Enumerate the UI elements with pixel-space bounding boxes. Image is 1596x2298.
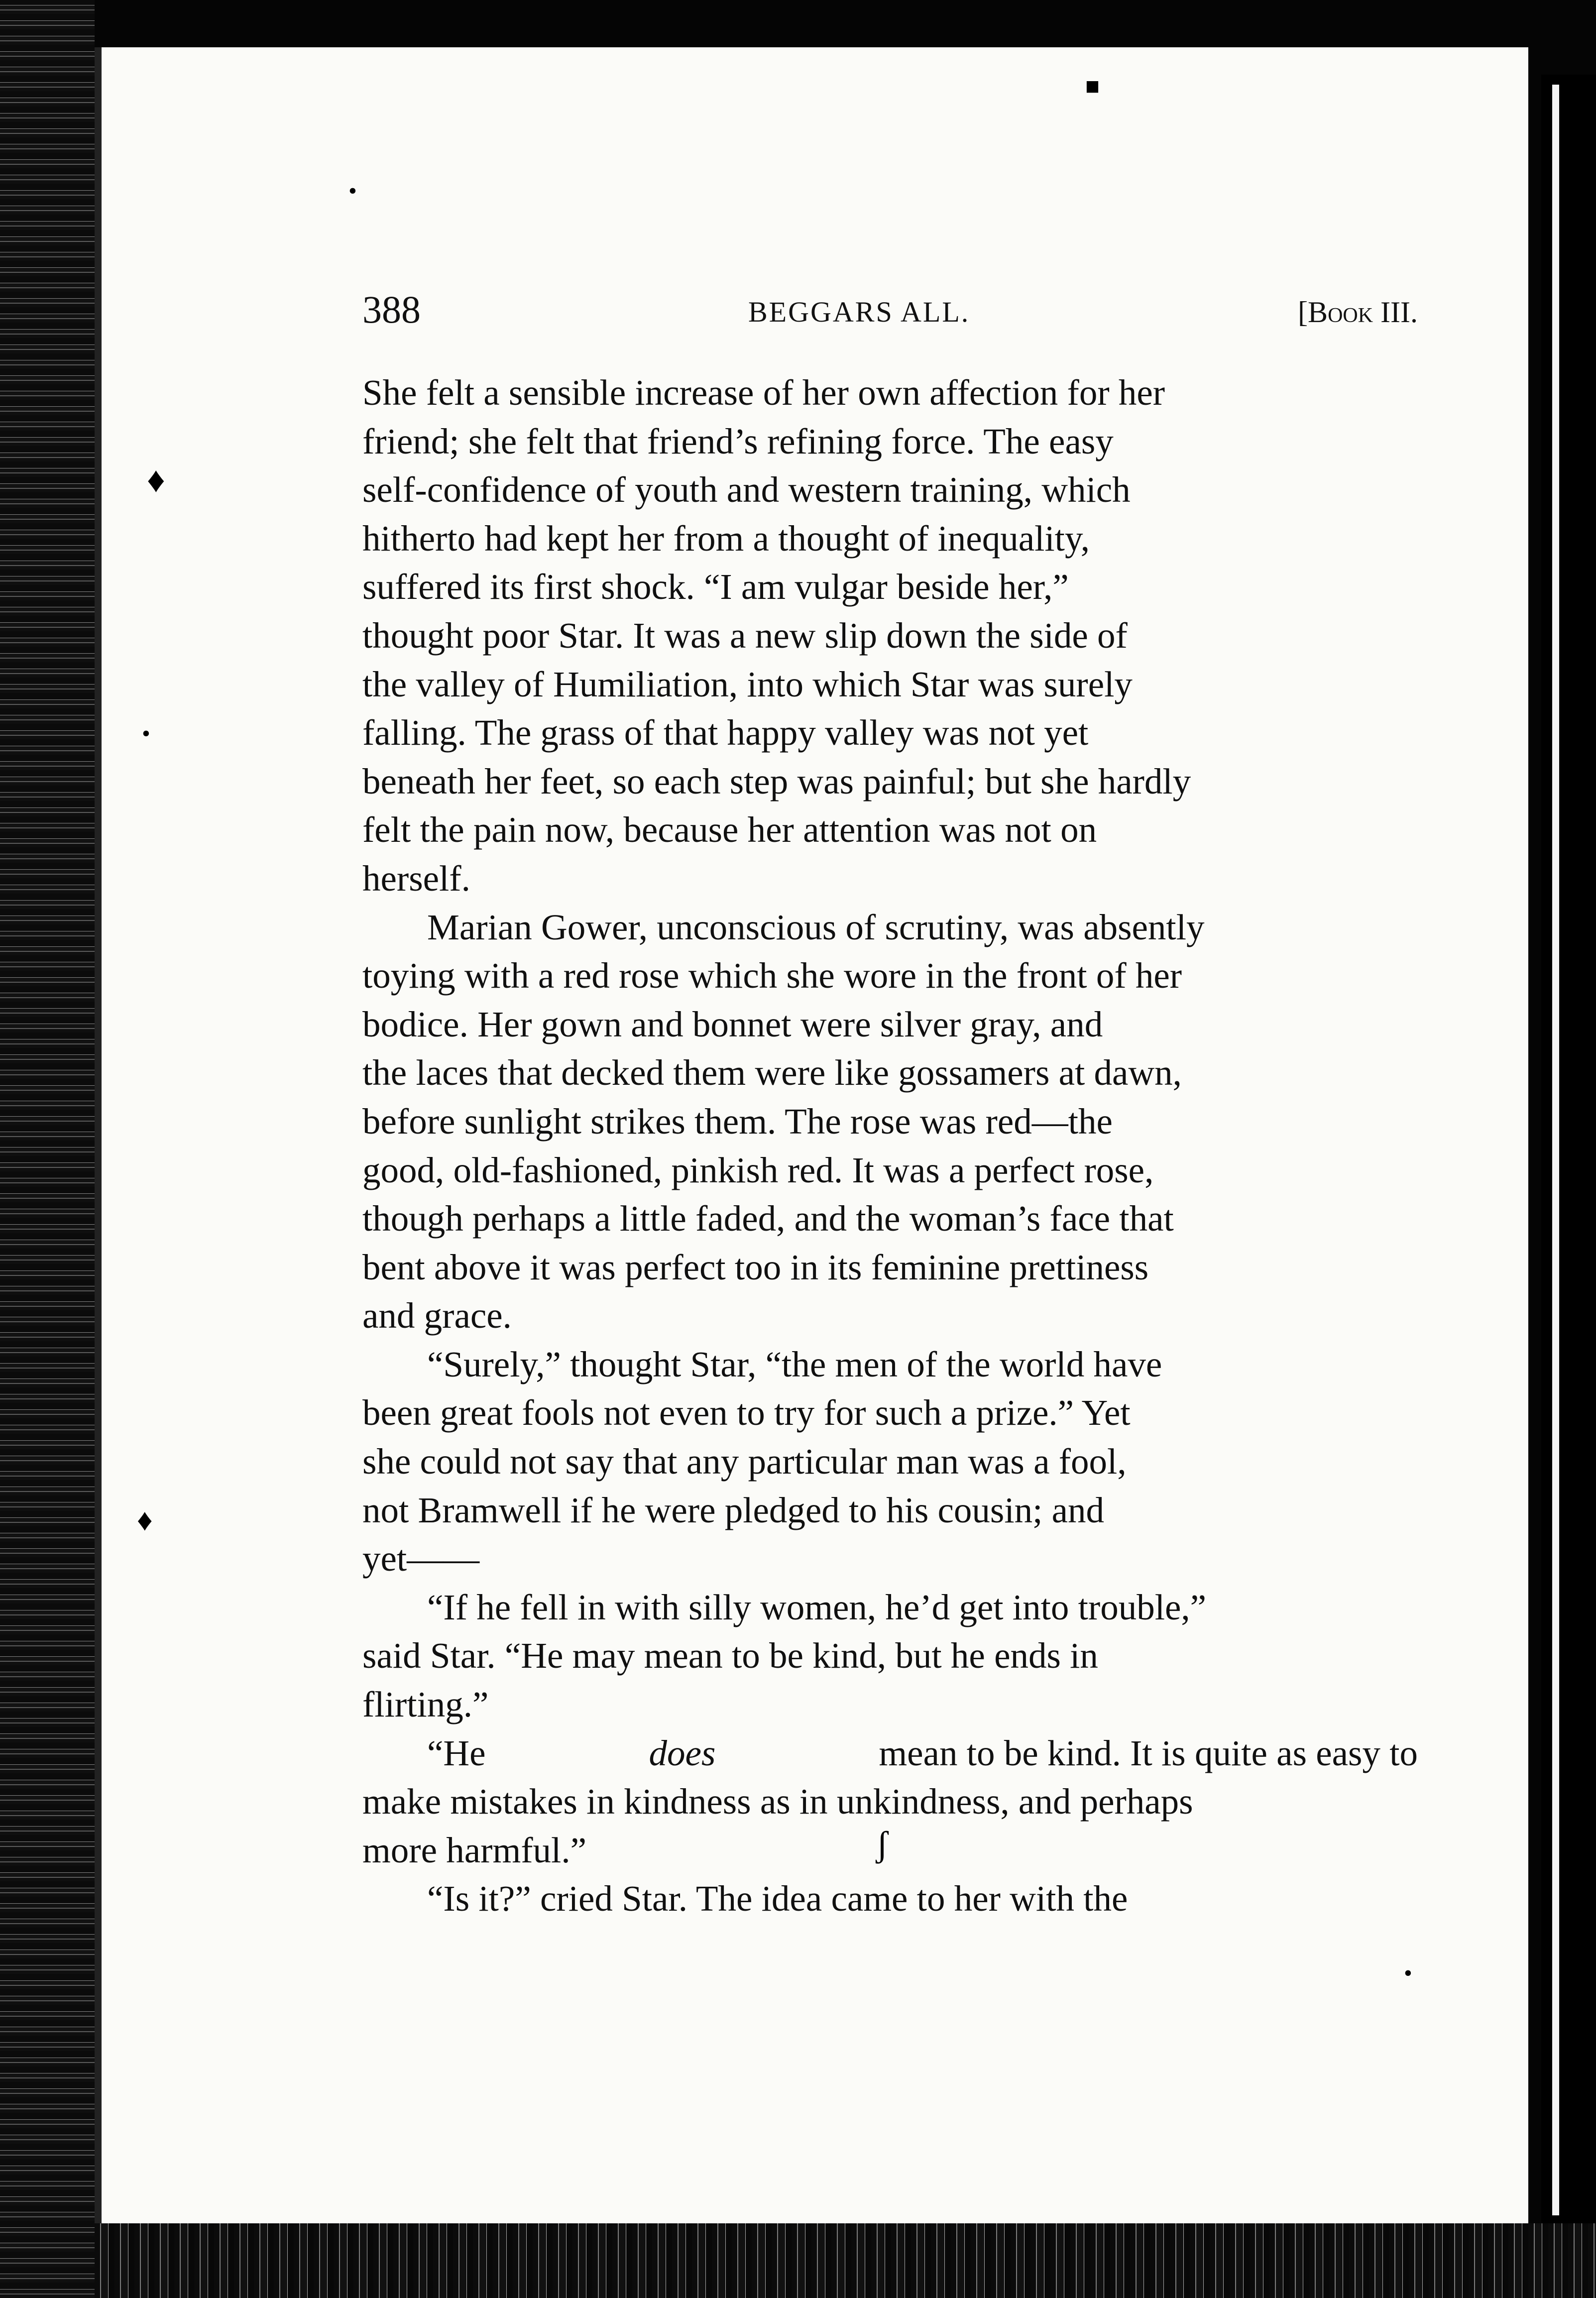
text-line: the valley of Humiliation, into which Star was surely [362, 664, 1133, 704]
page-number: 388 [362, 288, 421, 331]
paragraph-first-line: “He does mean to be kind. It is quite as easy to [427, 1732, 1418, 1773]
text-line: toying with a red rose which she wore in the front of her [362, 955, 1182, 996]
text-line: friend; she felt that friend’s refining force. The easy [362, 421, 1114, 461]
book-label: [Book III. [1298, 296, 1418, 329]
text-line: before sunlight strikes them. The rose was red—the [362, 1101, 1113, 1142]
text-line: bodice. Her gown and bonnet were silver gray, and [362, 1004, 1103, 1044]
text-line: flirting.” [362, 1684, 489, 1725]
text-line: yet—— [362, 1538, 480, 1579]
ink-spot-icon: • [142, 720, 150, 747]
paragraph-first-line: Marian Gower, unconscious of scrutiny, was absently [427, 907, 1205, 947]
text-line: suffered its first shock. “I am vulgar beside her,” [362, 567, 1069, 607]
paragraph-first-line: “Surely,” thought Star, “the men of the world have [427, 1344, 1162, 1384]
text-line: though perhaps a little faded, and the woman’s face that [362, 1198, 1174, 1239]
text-line: self-confidence of youth and western training, which [362, 469, 1131, 510]
text-line: herself. [362, 858, 470, 899]
paragraph-first-line: “Is it?” cried Star. The idea came to her with the [427, 1878, 1128, 1919]
ink-spot-icon: ■ [1085, 73, 1100, 100]
ink-spot-icon: ♦ [137, 1503, 153, 1537]
book-text [362, 368, 1418, 1923]
text-line: thought poor Star. It was a new slip down the side of [362, 615, 1128, 656]
running-title: BEGGARS ALL. [748, 296, 970, 328]
text-line: falling. The grass of that happy valley was not yet [362, 712, 1089, 753]
ink-spot-icon: • [348, 178, 357, 204]
paragraph-first-line: “If he fell in with silly women, he’d get into trouble,” [427, 1587, 1207, 1627]
text-line: said Star. “He may mean to be kind, but he ends in [362, 1635, 1098, 1676]
text-line: good, old-fashioned, pinkish red. It was a perfect rose, [362, 1149, 1154, 1190]
text-line: hitherto had kept her from a thought of inequality, [362, 518, 1090, 559]
stray-mark-icon: ʃ [876, 1824, 888, 1864]
text-line: and grace. [362, 1295, 512, 1336]
scanner-edge-noise [0, 0, 95, 2298]
bottom-scan-noise [95, 2223, 1596, 2298]
text-line: make mistakes in kindness as in unkindness, and perhaps [362, 1781, 1193, 1822]
text-line: felt the pain now, because her attention was not on [362, 809, 1097, 850]
text-line: beneath her feet, so each step was painful; but she hardly [362, 761, 1191, 802]
text-line: She felt a sensible increase of her own affection for her [362, 372, 1165, 413]
text-line: been great fools not even to try for such a prize.” Yet [362, 1392, 1131, 1433]
text-line: more harmful.” [362, 1830, 586, 1870]
ink-spot-icon: • [1404, 1960, 1412, 1986]
text-line: not Bramwell if he were pledged to his cousin; and [362, 1490, 1105, 1530]
running-head [362, 285, 1418, 335]
text-line: the laces that decked them were like gossamers at dawn, [362, 1052, 1182, 1093]
text-line: bent above it was perfect too in its feminine prettiness [362, 1247, 1149, 1287]
text-line: she could not say that any particular man was a fool, [362, 1441, 1127, 1482]
ink-spot-icon: ♦ [147, 460, 165, 500]
page-edge-shadow [1541, 75, 1596, 2245]
